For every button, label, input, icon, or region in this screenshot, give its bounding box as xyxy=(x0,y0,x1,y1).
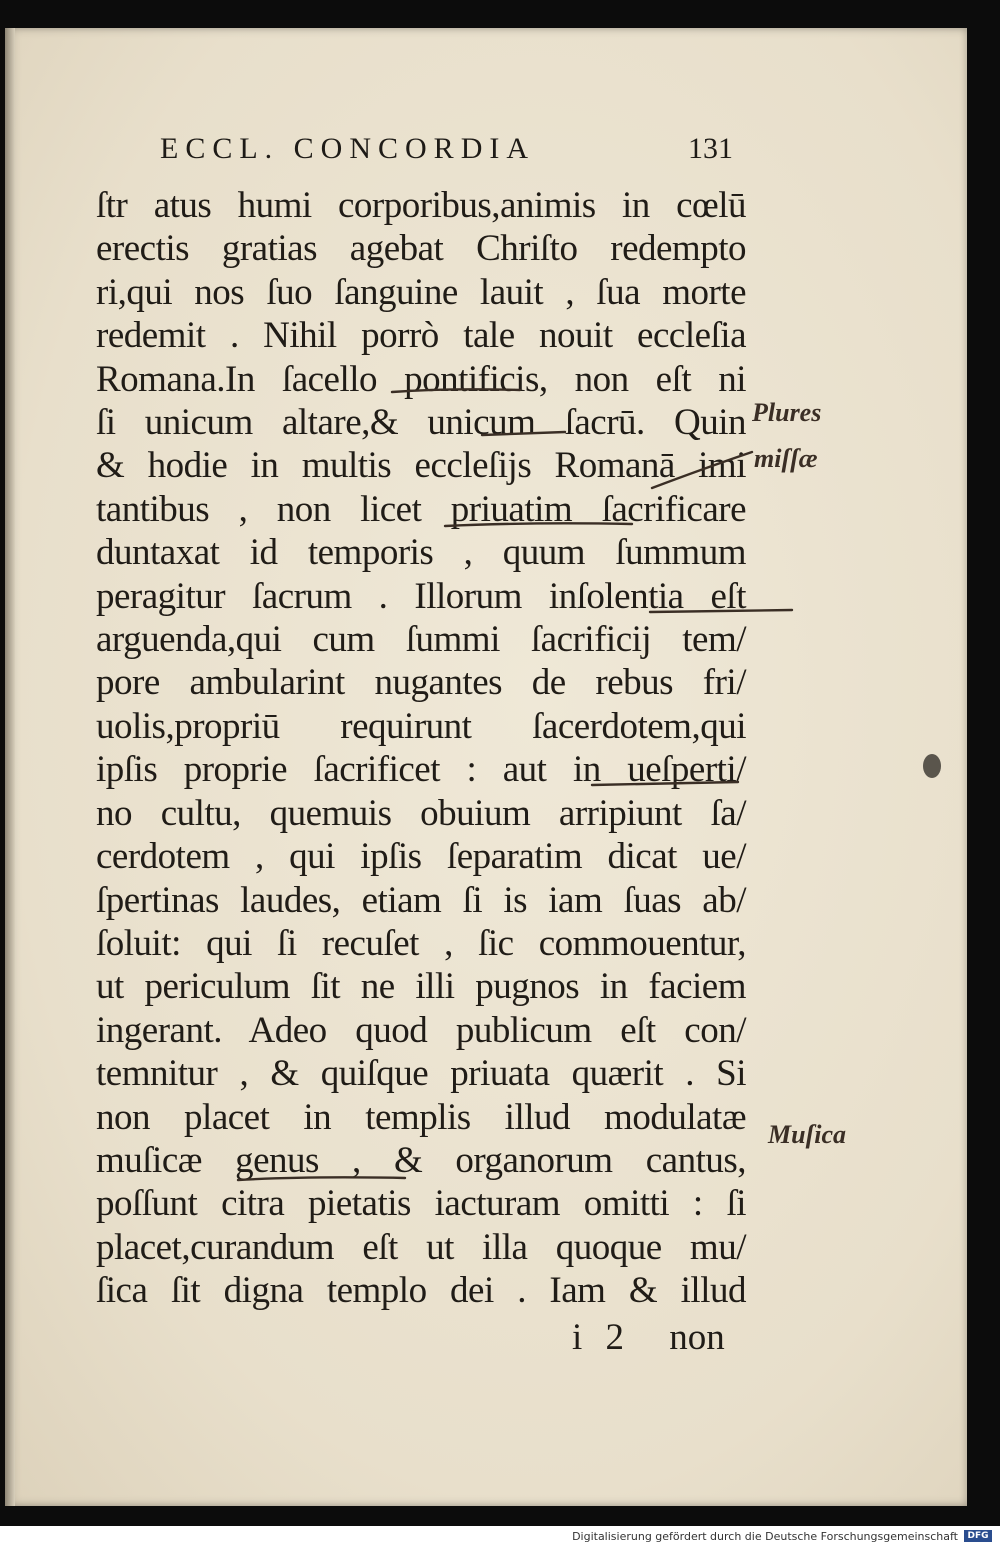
text-line: erectis gratias agebat Chriſto redempto xyxy=(96,228,746,270)
text-line: ſpertinas laudes, etiam ſi is iam ſuas ab/ xyxy=(96,879,746,921)
text-line: ſtr atus humi corporibus,animis in cœlū xyxy=(96,185,746,226)
signature-and-catchword xyxy=(572,1316,725,1359)
text-line: uolis,propriū requirunt ſacerdotem,qui xyxy=(96,705,746,747)
text-line: ſica ſit digna templo dei . Iam & illud xyxy=(96,1270,746,1312)
text-line: ſoluit: qui ſi recuſet , ſic commouentur, xyxy=(96,922,746,964)
text-line: no cultu, quemuis obuium arripiunt ſa/ xyxy=(96,792,746,834)
text-line: duntaxat id temporis , quum ſummum xyxy=(96,532,746,574)
text-line: non placet in templis illud modulatæ xyxy=(96,1096,746,1138)
text-line: ipſis proprie ſacrificet : aut in ueſperti/ xyxy=(96,749,746,791)
marginal-note-missae: miſſæ xyxy=(754,444,818,473)
text-line: redemit . Nihil porrò tale nouit eccleſia xyxy=(96,315,746,357)
marginal-note-musica: Muſica xyxy=(768,1120,846,1149)
text-line: cerdotem , qui ipſis ſeparatim dicat ue/ xyxy=(96,836,746,878)
text-line: muſicæ genus , & organorum cantus, xyxy=(96,1139,746,1181)
signature-mark: i 2 xyxy=(572,1317,625,1358)
text-line: ri,qui nos ſuo ſanguine lauit , ſua morte xyxy=(96,271,746,313)
text-line: peragitur ſacrum . Illorum inſolentia eſt xyxy=(96,575,746,617)
funding-credit: Digitalisierung gefördert durch die Deutsche Forschungsgemeinschaft xyxy=(572,1530,958,1543)
text-line: arguenda,qui cum ſummi ſacrificij tem/ xyxy=(96,619,746,661)
text-line: ingerant. Adeo quod publicum eſt con/ xyxy=(96,1009,746,1051)
text-line: placet,curandum eſt ut illa quoque mu/ xyxy=(96,1226,746,1268)
text-line: & hodie in multis eccleſijs Romanā imi xyxy=(96,445,746,487)
marginal-note-plures: Plures xyxy=(752,398,822,427)
text-line: pore ambularint nugantes de rebus fri/ xyxy=(96,662,746,704)
page-gutter-shadow xyxy=(5,28,15,1506)
text-line: ſi unicum altare,& unicum ſacrū. Quin xyxy=(96,402,746,444)
text-line: Romana.In ſacello pontificis, non eſt ni xyxy=(96,358,746,400)
text-line: ut periculum ſit ne illi pugnos in faciem xyxy=(96,966,746,1008)
dfg-logo: DFG xyxy=(964,1530,992,1542)
catchword: non xyxy=(669,1317,725,1358)
page-number: 131 xyxy=(688,132,733,165)
running-head: ECCL. CONCORDIA xyxy=(160,132,536,165)
text-line: tantibus , non licet priuatim ſacrificare xyxy=(96,488,746,530)
text-line: temnitur , & quiſque priuata quærit . Si xyxy=(96,1053,746,1095)
body-text xyxy=(96,184,746,1313)
text-line: poſſunt citra pietatis iacturam omitti : ſi xyxy=(96,1183,746,1225)
